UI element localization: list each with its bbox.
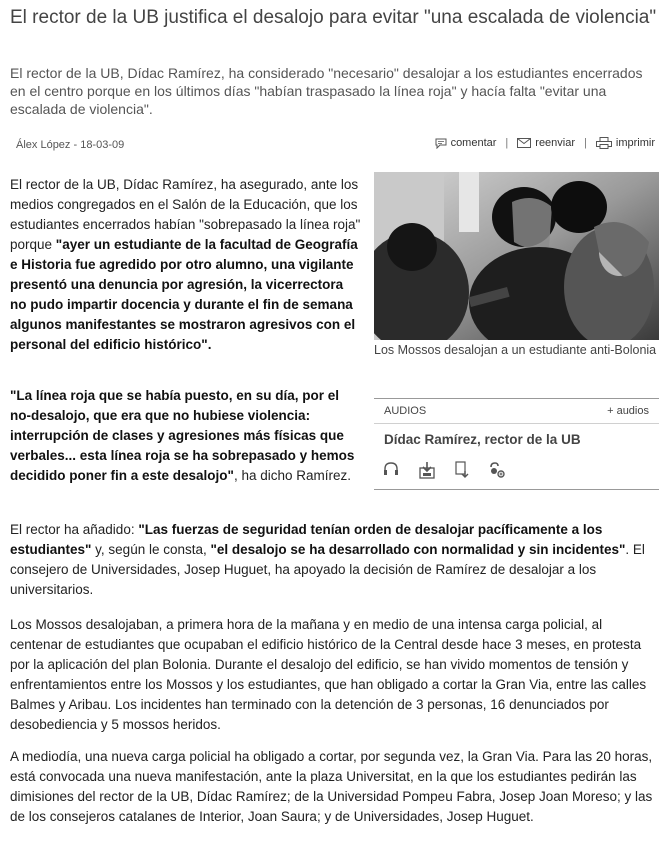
audios-heading: AUDIOS: [384, 405, 427, 417]
p3-text-b: y, según le consta,: [91, 542, 211, 557]
audios-header: [374, 399, 659, 424]
p3-text-c: . El consejero de Universidades, Josep Huguet, ha apoyado la decisión de Ramírez de desalojar a los universitarios.: [10, 542, 645, 597]
photo-illustration: [374, 172, 659, 340]
more-audios-link[interactable]: + audios: [607, 405, 649, 417]
p1-quote: "ayer un estudiante de la facultad de Geografía e Historia fue agredido por otro alumno, una vigilante presentó una denuncia por agresión, la vicerrectora no pudo impartir docencia y durante el fin de semana algunos manifestantes se mostraron agresivos con el personal del edificio histórico".: [10, 237, 358, 352]
article-lead: El rector de la UB, Dídac Ramírez, ha considerado "necesario" desalojar a los estudiantes encerrados en el centro porque en los últimos días "habían traspasado la línea roja" y hacía falta "evitar una escalada de violencia".: [10, 65, 643, 117]
body-paragraph-4: Los Mossos desalojaban, a primera hora de la mañana y en medio de una intensa carga policial, al centenar de estudiantes que ocupaban el edificio histórico de la Central desde hace 3 meses, en protesta por la aplicación del plan Bolonia. Durante el desalojo del edificio, se han vivido momentos de tensión y enfrentamientos entre los Mossos y los estudiantes, que han obligado a cortar la Gran Via, entre las calles Balmes y Aribau. Los incidentes han terminado con la detención de 3 personas, 16 denunciados por desobediencia y 5 mossos heridos.: [10, 617, 647, 732]
print-label: imprimir: [615, 137, 655, 149]
resend-label: reenviar: [535, 137, 576, 149]
comment-link[interactable]: [435, 137, 497, 149]
body-paragraph-2: [10, 386, 362, 486]
p3-text-a: El rector ha añadido:: [10, 522, 139, 537]
tool-separator: |: [505, 137, 509, 149]
p3-quote-2: "el desalojo se ha desarrollado con normalidad y sin incidentes": [210, 542, 626, 557]
article-photo[interactable]: [374, 172, 659, 340]
article-headline: El rector de la UB justifica el desalojo para evitar "una escalada de violencia": [10, 7, 657, 28]
p2-quote: "La línea roja que se había puesto, en su día, por el no-desalojo, que era que no hubiese violencia: interrupción de clases y agresiones más físicas que verbales... esta línea roja se ha sobrepasado y hemos decidido poner fin a este desalojo": [10, 388, 355, 483]
podcast-download-icon[interactable]: [454, 461, 470, 484]
tool-separator: |: [584, 137, 587, 149]
comment-label: comentar: [450, 137, 497, 149]
audio-title[interactable]: Dídac Ramírez, rector de la UB: [384, 432, 581, 447]
audio-actions: [382, 461, 659, 484]
body-paragraph-5: A mediodía, una nueva carga policial ha obligado a cortar, por segunda vez, la Gran Via. Para las 20 horas, está convocada una nueva manifestación, ante la plaza Universitat, en la que los estudiantes pedirán las dimisiones del rector de la UB, Dídac Ramírez; de la Universidad Pompeu Fabra, Josep Joan Moreso; y las de los consejeros catalanes de Interior, Joan Saura; y de Universidades, Josep Huguet.: [10, 749, 653, 824]
article-tools: [435, 137, 655, 149]
resend-link[interactable]: [517, 137, 575, 149]
p3-quote-1: "Las fuerzas de seguridad tenían orden de desalojar pacíficamente a los estudiantes": [10, 522, 603, 557]
print-link[interactable]: [596, 137, 655, 149]
printer-icon: [596, 137, 612, 149]
article-byline: Álex López - 18-03-09: [16, 139, 125, 151]
p2-text: , ha dicho Ramírez.: [233, 468, 352, 483]
p1-text: El rector de la UB, Dídac Ramírez, ha asegurado, ante los medios congregados en el Salón de la Educación, que los estudiantes encerrados habían "sobrepasado la línea roja" porque: [10, 177, 361, 252]
headphones-icon[interactable]: [382, 461, 400, 484]
share-audio-icon[interactable]: [488, 461, 506, 484]
photo-caption: Los Mossos desalojan a un estudiante anti-Bolonia: [374, 343, 657, 357]
body-paragraph-1: [10, 175, 362, 355]
body-paragraph-3: [10, 520, 658, 600]
audios-panel: [374, 398, 659, 490]
comment-icon: [435, 138, 447, 149]
download-icon[interactable]: [418, 461, 436, 484]
envelope-icon: [517, 138, 531, 148]
